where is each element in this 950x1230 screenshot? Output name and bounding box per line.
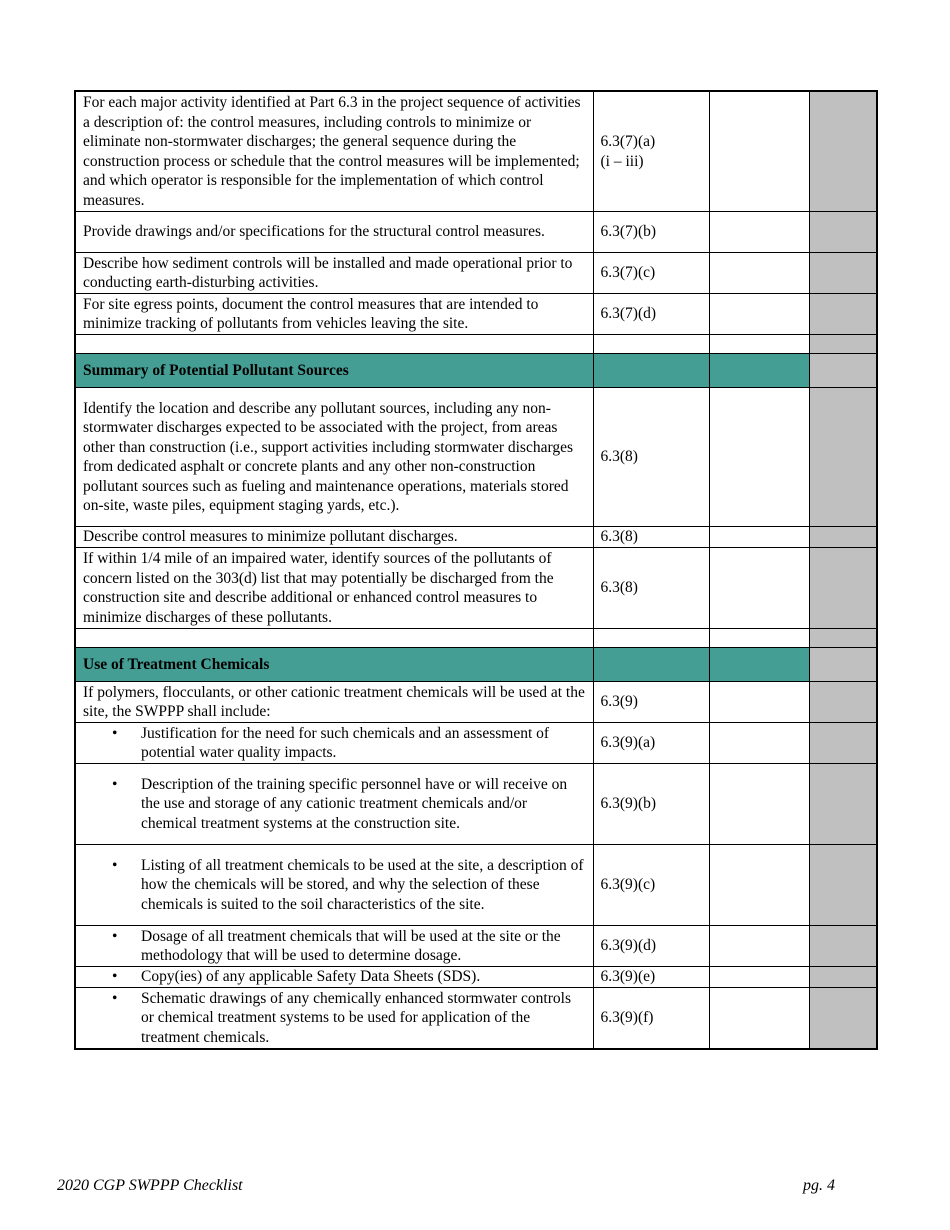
- section-header-row: [75, 648, 877, 682]
- checklist-row: [75, 548, 877, 629]
- gray-cell: [809, 764, 877, 845]
- checklist-table: [74, 90, 878, 1050]
- response-cell[interactable]: [709, 723, 809, 764]
- footer-page-number: pg. 4: [803, 1177, 835, 1194]
- response-cell[interactable]: [709, 967, 809, 988]
- gray-cell: [809, 988, 877, 1050]
- reference-subtext: (i – iii): [600, 152, 644, 170]
- response-cell[interactable]: [709, 253, 809, 294]
- response-cell[interactable]: [709, 926, 809, 967]
- checklist-row: [75, 253, 877, 294]
- description-text: Provide drawings and/or specifications for the structural control measures.: [83, 223, 545, 241]
- checklist-row: [75, 764, 877, 845]
- description-text: For each major activity identified at Part 6.3 in the project sequence of activities a description of: the control measures, including controls to minimize or eliminate non-stormwater discharges; the general sequence during the construction process or schedule that the control measures will be implemented; and which operator is responsible for the implementation of which control measures.: [83, 94, 581, 209]
- reference-text: 6.3(9): [600, 693, 638, 711]
- description-text: Description of the training specific personnel have or will receive on the use and storage of any cationic treatment chemicals and/or chemical treatment systems at the construction site.: [141, 775, 568, 832]
- reference-text: 6.3(9)(e): [600, 968, 656, 986]
- reference-text: 6.3(7)(a): [600, 133, 656, 150]
- description-cell: [75, 845, 593, 926]
- checklist-row: [75, 926, 877, 967]
- bullet-glyph: •: [112, 927, 118, 945]
- gray-cell: [809, 527, 877, 548]
- gray-cell: [809, 967, 877, 988]
- description-text: Listing of all treatment chemicals to be used at the site, a description of how the chemicals will be stored, and why the selection of these chemicals is suited to the soil characteristics of the site.: [141, 856, 584, 913]
- reference-cell: [593, 253, 709, 294]
- reference-cell: [593, 926, 709, 967]
- reference-cell: [593, 527, 709, 548]
- gray-cell: [809, 212, 877, 253]
- description-cell: [75, 91, 593, 212]
- gray-cell: [809, 648, 877, 682]
- reference-text: 6.3(8): [600, 448, 638, 466]
- checklist-row: [75, 967, 877, 988]
- checklist-row: [75, 212, 877, 253]
- response-cell[interactable]: [709, 294, 809, 335]
- description-text: Describe how sediment controls will be installed and made operational prior to conducting earth-disturbing activities.: [83, 254, 573, 291]
- reference-cell: [593, 764, 709, 845]
- reference-cell: [593, 294, 709, 335]
- description-text: Schematic drawings of any chemically enhanced stormwater controls or chemical treatment systems to be used for application of the treatment chemicals.: [141, 989, 571, 1046]
- spacer-row: [75, 335, 877, 354]
- response-cell[interactable]: [709, 682, 809, 723]
- section-title: Use of Treatment Chemicals: [83, 655, 270, 673]
- reference-cell: [593, 548, 709, 629]
- spacer-row: [75, 629, 877, 648]
- reference-cell: [593, 388, 709, 527]
- bullet-glyph: •: [112, 775, 118, 793]
- gray-cell: [809, 682, 877, 723]
- response-cell[interactable]: [709, 91, 809, 212]
- description-cell: [75, 988, 593, 1050]
- description-text: Describe control measures to minimize pollutant discharges.: [83, 528, 458, 546]
- checklist-row: [75, 388, 877, 527]
- description-text: If polymers, flocculants, or other cationic treatment chemicals will be used at the site, the SWPPP shall include:: [83, 683, 585, 720]
- reference-cell: [593, 988, 709, 1050]
- description-text: Justification for the need for such chemicals and an assessment of potential water quality impacts.: [141, 724, 550, 761]
- reference-cell: [593, 682, 709, 723]
- reference-text: 6.3(7)(b): [600, 223, 657, 241]
- description-cell: [75, 548, 593, 629]
- description-cell: [75, 682, 593, 723]
- description-cell: [75, 967, 593, 988]
- reference-cell: [593, 967, 709, 988]
- gray-cell: [809, 926, 877, 967]
- gray-cell: [809, 723, 877, 764]
- description-cell: [75, 388, 593, 527]
- reference-text: 6.3(9)(a): [600, 734, 656, 752]
- checklist-row: [75, 988, 877, 1050]
- description-text: Copy(ies) of any applicable Safety Data Sheets (SDS).: [141, 968, 481, 986]
- section-title: Summary of Potential Pollutant Sources: [83, 361, 349, 379]
- response-cell[interactable]: [709, 548, 809, 629]
- response-cell[interactable]: [709, 388, 809, 527]
- description-cell: [75, 527, 593, 548]
- reference-text: 6.3(9)(c): [600, 876, 656, 894]
- reference-text: 6.3(8): [600, 579, 638, 597]
- description-text: Dosage of all treatment chemicals that will be used at the site or the methodology that will be used to determine dosage.: [141, 927, 561, 964]
- reference-text: 6.3(9)(d): [600, 937, 657, 955]
- reference-text: 6.3(9)(f): [600, 1009, 654, 1027]
- reference-text: 6.3(8): [600, 528, 638, 546]
- description-text: If within 1/4 mile of an impaired water, identify sources of the pollutants of concern listed on the 303(d) list that may potentially be discharged from the construction site and describe additional or enhanced control measures to minimize discharges of these pollutants.: [83, 550, 554, 626]
- section-header-row: [75, 354, 877, 388]
- response-cell[interactable]: [709, 527, 809, 548]
- gray-cell: [809, 91, 877, 212]
- gray-cell: [809, 548, 877, 629]
- description-cell: [75, 926, 593, 967]
- gray-cell: [809, 294, 877, 335]
- checklist-row: [75, 845, 877, 926]
- footer-document-title: 2020 CGP SWPPP Checklist: [57, 1177, 243, 1194]
- section-title-cell: [75, 354, 593, 388]
- bullet-glyph: •: [112, 989, 118, 1007]
- checklist-row: [75, 723, 877, 764]
- description-cell: [75, 723, 593, 764]
- reference-cell: [593, 845, 709, 926]
- checklist-row: [75, 91, 877, 212]
- reference-text: 6.3(7)(d): [600, 305, 657, 323]
- checklist-row: [75, 527, 877, 548]
- reference-text: 6.3(7)(c): [600, 264, 656, 282]
- bullet-glyph: •: [112, 856, 118, 874]
- bullet-glyph: •: [112, 724, 118, 742]
- response-cell[interactable]: [709, 988, 809, 1050]
- gray-cell: [809, 845, 877, 926]
- description-text: For site egress points, document the control measures that are intended to minimize tracking of pollutants from vehicles leaving the site.: [83, 295, 539, 332]
- gray-cell: [809, 388, 877, 527]
- description-cell: [75, 294, 593, 335]
- gray-cell: [809, 253, 877, 294]
- reference-cell: [593, 723, 709, 764]
- gray-cell: [809, 354, 877, 388]
- response-cell[interactable]: [709, 845, 809, 926]
- description-cell: [75, 764, 593, 845]
- checklist-row: [75, 294, 877, 335]
- response-cell[interactable]: [709, 212, 809, 253]
- reference-text: 6.3(9)(b): [600, 795, 657, 813]
- reference-cell: [593, 91, 709, 212]
- response-cell[interactable]: [709, 764, 809, 845]
- description-cell: [75, 212, 593, 253]
- section-title-cell: [75, 648, 593, 682]
- checklist-row: [75, 682, 877, 723]
- reference-cell: [593, 212, 709, 253]
- description-text: Identify the location and describe any pollutant sources, including any non-stormwater discharges expected to be associated with the project, from areas other than construction (i.e., support activities including stormwater discharges from dedicated asphalt or concrete plants and any other non-construction pollutant sources such as fueling and maintenance operations, materials stored on-site, waste piles, equipment staging yards, etc.).: [83, 399, 573, 514]
- description-cell: [75, 253, 593, 294]
- bullet-glyph: •: [112, 968, 118, 986]
